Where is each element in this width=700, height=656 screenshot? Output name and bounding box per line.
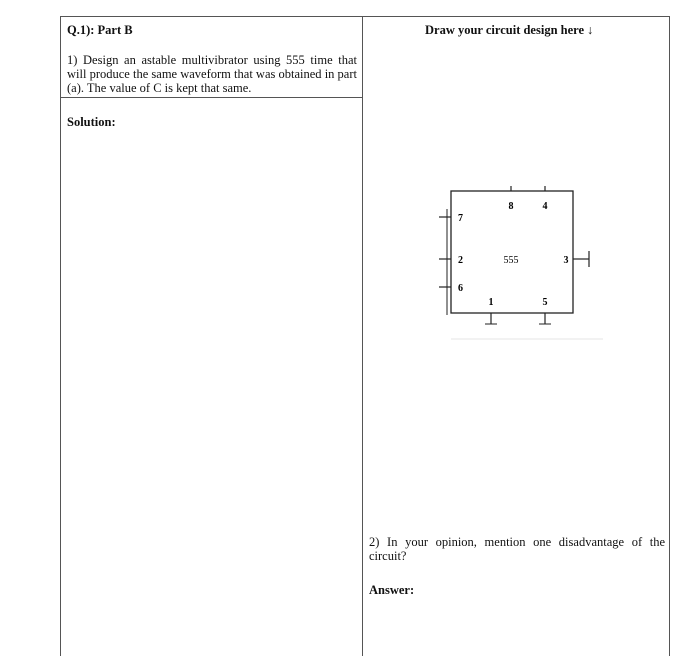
pin-5-label: 5 (542, 297, 548, 308)
draw-area-title (425, 23, 593, 37)
pin-3-label: 3 (563, 255, 569, 266)
ic-chip-label: 555 (503, 255, 519, 266)
worksheet-table (60, 16, 670, 656)
pin-8-label: 8 (508, 201, 514, 212)
down-arrow-icon: ↓ (587, 23, 594, 37)
solution-label: Solution: (67, 115, 116, 129)
ic-555-svg (443, 189, 593, 349)
pin-6-label: 6 (458, 283, 463, 294)
ic-555-diagram (443, 189, 593, 349)
pin-1-label: 1 (488, 297, 494, 308)
part-title: Q.1): Part B (67, 23, 133, 37)
question-2-text: 2) In your opinion, mention one disadvantage of the circuit? (369, 535, 665, 563)
draw-area-title-text: Draw your circuit design here (425, 23, 585, 37)
pin-4-label: 4 (542, 201, 548, 212)
column-divider (362, 17, 363, 656)
pin-7-label: 7 (458, 213, 463, 224)
answer-label: Answer: (369, 583, 415, 597)
question-1-text: 1) Design an astable multivibrator using 555 time that will produce the same waveform that was obtained in part (a). The value of C is kept that same. (67, 53, 357, 95)
pin-2-label: 2 (458, 255, 463, 266)
